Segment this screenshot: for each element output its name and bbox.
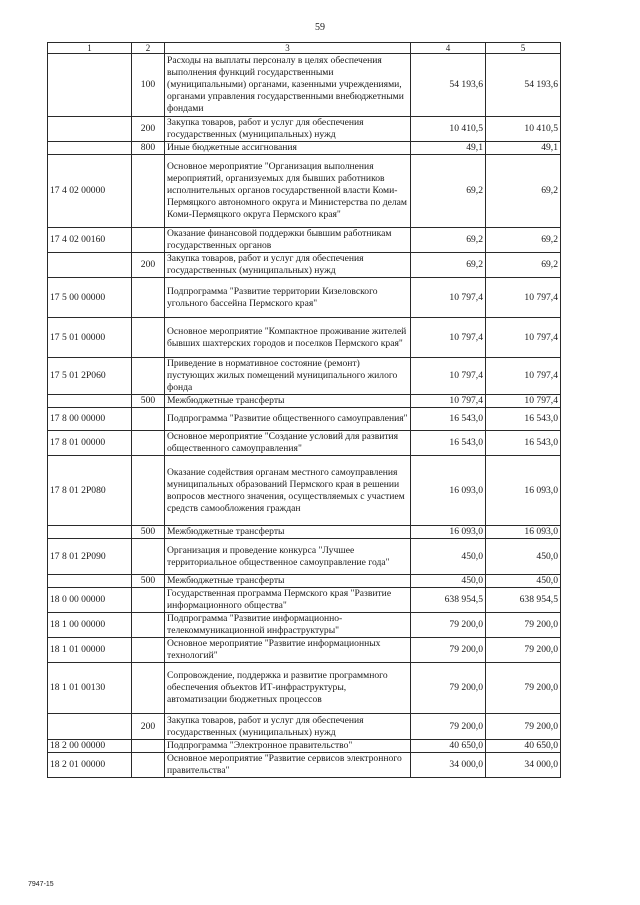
row-value-cell: 79 200,0 (411, 663, 486, 714)
table-row (48, 526, 561, 539)
row-value-cell: 40 650,0 (411, 740, 486, 753)
table-row (48, 663, 561, 714)
row-code-cell: 18 1 01 00130 (48, 663, 132, 714)
table-row (48, 539, 561, 575)
budget-table (47, 42, 561, 778)
row-expense-type-cell: 100 (132, 54, 165, 117)
table-row (48, 613, 561, 638)
row-value-cell: 450,0 (486, 539, 561, 575)
row-name-cell: Организация и проведение конкурса "Лучшее территориальное общественное самоуправление года" (165, 539, 411, 575)
row-expense-type-cell: 500 (132, 526, 165, 539)
row-value-cell: 10 797,4 (486, 278, 561, 318)
row-code-cell (48, 142, 132, 155)
row-value-cell: 79 200,0 (486, 714, 561, 740)
table-row (48, 638, 561, 663)
row-value-cell: 10 797,4 (411, 358, 486, 395)
row-code-cell (48, 395, 132, 408)
row-expense-type-cell (132, 613, 165, 638)
row-code-cell (48, 54, 132, 117)
row-name-cell: Оказание содействия органам местного самоуправления муниципальных образований Пермского края в решении вопросов местного значения, осуществляемых с участием средств самообложения граждан (165, 456, 411, 526)
row-expense-type-cell (132, 456, 165, 526)
row-expense-type-cell (132, 318, 165, 358)
row-value-cell: 69,2 (486, 253, 561, 278)
row-value-cell: 69,2 (411, 253, 486, 278)
row-expense-type-cell (132, 278, 165, 318)
row-value-cell: 16 093,0 (411, 526, 486, 539)
row-name-cell: Приведение в нормативное состояние (ремонт) пустующих жилых помещений муниципального жилого фонда (165, 358, 411, 395)
row-expense-type-cell (132, 740, 165, 753)
page-number: 59 (315, 22, 325, 33)
row-code-cell: 17 4 02 00000 (48, 155, 132, 228)
row-value-cell: 10 797,4 (411, 318, 486, 358)
table-row (48, 395, 561, 408)
row-value-cell: 49,1 (486, 142, 561, 155)
table-row (48, 117, 561, 142)
row-value-cell: 54 193,6 (411, 54, 486, 117)
row-value-cell: 16 093,0 (486, 526, 561, 539)
table-row (48, 253, 561, 278)
table-row (48, 740, 561, 753)
row-code-cell: 17 8 00 00000 (48, 408, 132, 431)
row-expense-type-cell: 500 (132, 395, 165, 408)
row-code-cell: 18 2 00 00000 (48, 740, 132, 753)
row-name-cell: Подпрограмма "Развитие территории Кизеловского угольного бассейна Пермского края" (165, 278, 411, 318)
row-value-cell: 49,1 (411, 142, 486, 155)
row-value-cell: 16 093,0 (486, 456, 561, 526)
row-code-cell: 17 5 00 00000 (48, 278, 132, 318)
row-name-cell: Основное мероприятие "Компактное проживание жителей бывших шахтерских городов и поселков Пермского края" (165, 318, 411, 358)
table-row (48, 278, 561, 318)
row-expense-type-cell: 800 (132, 142, 165, 155)
row-value-cell: 10 797,4 (486, 395, 561, 408)
row-value-cell: 10 797,4 (411, 278, 486, 318)
row-name-cell: Межбюджетные трансферты (165, 395, 411, 408)
row-expense-type-cell (132, 663, 165, 714)
row-code-cell (48, 714, 132, 740)
row-value-cell: 10 797,4 (411, 395, 486, 408)
table-row (48, 456, 561, 526)
row-value-cell: 79 200,0 (486, 663, 561, 714)
row-name-cell: Основное мероприятие "Развитие сервисов электронного правительства" (165, 753, 411, 778)
row-expense-type-cell (132, 638, 165, 663)
row-value-cell: 450,0 (411, 575, 486, 588)
row-code-cell: 18 1 01 00000 (48, 638, 132, 663)
row-code-cell: 18 1 00 00000 (48, 613, 132, 638)
row-value-cell: 16 543,0 (486, 408, 561, 431)
row-expense-type-cell (132, 431, 165, 456)
row-expense-type-cell (132, 753, 165, 778)
row-value-cell: 79 200,0 (411, 613, 486, 638)
row-expense-type-cell (132, 588, 165, 613)
row-expense-type-cell (132, 228, 165, 253)
table-row (48, 54, 561, 117)
column-header: 5 (486, 43, 561, 54)
row-expense-type-cell: 200 (132, 117, 165, 142)
row-value-cell: 450,0 (411, 539, 486, 575)
row-value-cell: 34 000,0 (411, 753, 486, 778)
table-row (48, 228, 561, 253)
row-expense-type-cell (132, 358, 165, 395)
row-value-cell: 638 954,5 (486, 588, 561, 613)
column-header: 4 (411, 43, 486, 54)
row-code-cell: 18 0 00 00000 (48, 588, 132, 613)
row-value-cell: 638 954,5 (411, 588, 486, 613)
row-value-cell: 69,2 (411, 228, 486, 253)
table-body (48, 54, 561, 778)
row-value-cell: 16 543,0 (411, 408, 486, 431)
row-value-cell: 16 543,0 (411, 431, 486, 456)
table-row (48, 155, 561, 228)
row-expense-type-cell: 500 (132, 575, 165, 588)
row-value-cell: 79 200,0 (486, 638, 561, 663)
row-code-cell: 17 4 02 00160 (48, 228, 132, 253)
table-row (48, 714, 561, 740)
row-name-cell: Подпрограмма "Развитие информационно-телекоммуникационной инфраструктуры" (165, 613, 411, 638)
row-name-cell: Подпрограмма "Развитие общественного самоуправления" (165, 408, 411, 431)
row-expense-type-cell (132, 155, 165, 228)
row-code-cell: 17 5 01 2Р060 (48, 358, 132, 395)
row-name-cell: Закупка товаров, работ и услуг для обеспечения государственных (муниципальных) нужд (165, 117, 411, 142)
row-value-cell: 10 410,5 (486, 117, 561, 142)
footer-code: 7947-15 (28, 881, 54, 888)
row-name-cell: Подпрограмма "Электронное правительство" (165, 740, 411, 753)
row-code-cell (48, 575, 132, 588)
table-header-row (48, 43, 561, 54)
row-expense-type-cell (132, 539, 165, 575)
row-code-cell (48, 117, 132, 142)
row-name-cell: Основное мероприятие "Организация выполнения мероприятий, организуемых для бывших работников исполнительных органов государственной власти Коми-Пермяцкого автономного округа и Министерства по делам Коми-Пермяцкого округа Пермского края" (165, 155, 411, 228)
row-expense-type-cell (132, 408, 165, 431)
row-value-cell: 16 543,0 (486, 431, 561, 456)
row-value-cell: 34 000,0 (486, 753, 561, 778)
row-value-cell: 69,2 (486, 155, 561, 228)
row-name-cell: Оказание финансовой поддержки бывшим работникам государственных органов (165, 228, 411, 253)
row-value-cell: 16 093,0 (411, 456, 486, 526)
table-row (48, 318, 561, 358)
row-value-cell: 10 797,4 (486, 318, 561, 358)
row-value-cell: 40 650,0 (486, 740, 561, 753)
table-row (48, 431, 561, 456)
table-row (48, 588, 561, 613)
row-code-cell: 18 2 01 00000 (48, 753, 132, 778)
table-row (48, 575, 561, 588)
row-name-cell: Сопровождение, поддержка и развитие программного обеспечения объектов ИТ-инфраструктуры, автоматизации бюджетных процессов (165, 663, 411, 714)
row-value-cell: 79 200,0 (486, 613, 561, 638)
row-name-cell: Закупка товаров, работ и услуг для обеспечения государственных (муниципальных) нужд (165, 253, 411, 278)
row-value-cell: 79 200,0 (411, 638, 486, 663)
row-name-cell: Государственная программа Пермского края "Развитие информационного общества" (165, 588, 411, 613)
row-name-cell: Межбюджетные трансферты (165, 575, 411, 588)
table-row (48, 753, 561, 778)
row-name-cell: Закупка товаров, работ и услуг для обеспечения государственных (муниципальных) нужд (165, 714, 411, 740)
row-name-cell: Иные бюджетные ассигнования (165, 142, 411, 155)
row-expense-type-cell: 200 (132, 253, 165, 278)
row-expense-type-cell: 200 (132, 714, 165, 740)
row-code-cell: 17 8 01 2Р080 (48, 456, 132, 526)
row-value-cell: 79 200,0 (411, 714, 486, 740)
row-code-cell: 17 5 01 00000 (48, 318, 132, 358)
row-name-cell: Основное мероприятие "Создание условий для развития общественного самоуправления" (165, 431, 411, 456)
row-value-cell: 450,0 (486, 575, 561, 588)
row-code-cell (48, 253, 132, 278)
row-value-cell: 10 410,5 (411, 117, 486, 142)
row-value-cell: 10 797,4 (486, 358, 561, 395)
row-name-cell: Расходы на выплаты персоналу в целях обеспечения выполнения функций государственными (муниципальными) органами, казенными учреждениями, органами управления государственными внебюджетными фондами (165, 54, 411, 117)
column-header: 1 (48, 43, 132, 54)
column-header: 3 (165, 43, 411, 54)
table-row (48, 408, 561, 431)
row-code-cell: 17 8 01 00000 (48, 431, 132, 456)
row-code-cell (48, 526, 132, 539)
row-value-cell: 69,2 (486, 228, 561, 253)
table-row (48, 358, 561, 395)
row-name-cell: Основное мероприятие "Развитие информационных технологий" (165, 638, 411, 663)
row-value-cell: 54 193,6 (486, 54, 561, 117)
table-row (48, 142, 561, 155)
row-name-cell: Межбюджетные трансферты (165, 526, 411, 539)
row-code-cell: 17 8 01 2Р090 (48, 539, 132, 575)
column-header: 2 (132, 43, 165, 54)
row-value-cell: 69,2 (411, 155, 486, 228)
